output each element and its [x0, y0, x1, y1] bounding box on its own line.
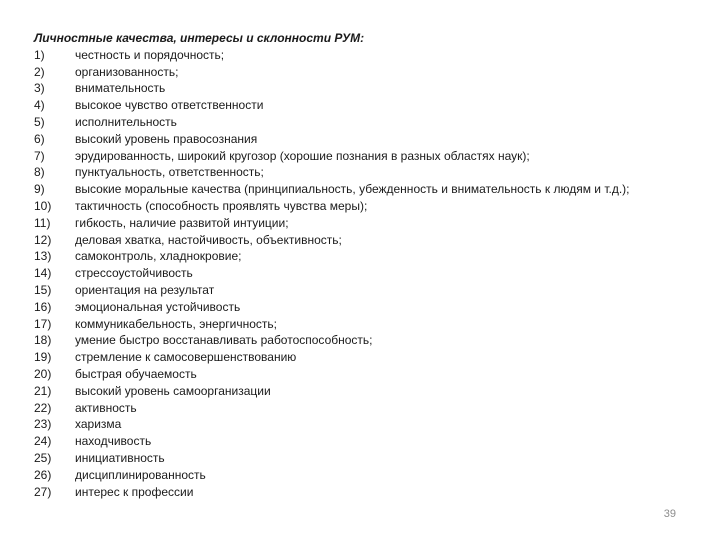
list-item-number: 5) [34, 114, 45, 129]
list-item [34, 299, 714, 316]
list-item-text: интерес к профессии [75, 484, 194, 499]
list-item [34, 248, 714, 265]
list-item [34, 282, 714, 299]
list-item-number: 25) [34, 450, 52, 465]
list-item-text: исполнительность [75, 114, 177, 129]
list-item-text: быстрая обучаемость [75, 366, 197, 381]
list-item-number: 13) [34, 249, 52, 264]
list-item-text: активность [75, 400, 137, 415]
list-item-number: 14) [34, 266, 52, 281]
list-item-text: пунктуальность, ответственность; [75, 165, 264, 180]
list-item-text: умение быстро восстанавливать работоспособность; [75, 333, 373, 348]
list-item-text: инициативность [75, 450, 165, 465]
list-item-number: 19) [34, 350, 52, 365]
list-item-text: коммуникабельность, энергичность; [75, 316, 278, 331]
list-item-text: гибкость, наличие развитой интуиции; [75, 215, 289, 230]
list-item-text: высокие моральные качества (принципиальность, убежденность и внимательность к людям и т.д.); [75, 182, 630, 197]
list-item-text: высокое чувство ответственности [75, 98, 264, 113]
list-item [34, 349, 714, 366]
list-item [34, 114, 714, 131]
list-item [34, 97, 714, 114]
list-item [34, 181, 714, 198]
list-item-text: дисциплинированность [75, 467, 206, 482]
list-item [34, 198, 714, 215]
list-item [34, 265, 714, 282]
list-item-number: 7) [34, 148, 45, 163]
list-item [34, 131, 714, 148]
list-item [34, 148, 714, 165]
list-item-number: 16) [34, 299, 52, 314]
list-item [34, 416, 714, 433]
list-item [34, 64, 714, 81]
list-item-number: 12) [34, 232, 52, 247]
list-item [34, 400, 714, 417]
list-item-number: 26) [34, 467, 52, 482]
list-item-number: 23) [34, 417, 52, 432]
list-item-number: 1) [34, 47, 45, 62]
list-item-text: харизма [75, 417, 122, 432]
list-item [34, 450, 714, 467]
list-item-number: 10) [34, 198, 52, 213]
list-item-number: 11) [34, 215, 51, 230]
list-item [34, 467, 714, 484]
list-item-number: 27) [34, 484, 52, 499]
slide-title: Личностные качества, интересы и склонности РУМ: [34, 31, 365, 45]
list-item-text: высокий уровень правосознания [75, 131, 258, 146]
list-item [34, 164, 714, 181]
list-item-number: 4) [34, 98, 45, 113]
list-item-text: самоконтроль, хладнокровие; [75, 249, 242, 264]
list-item [34, 80, 714, 97]
list-item-text: находчивость [75, 434, 152, 449]
list-item-text: деловая хватка, настойчивость, объективность; [75, 232, 342, 247]
qualities-list [34, 47, 714, 501]
list-item [34, 484, 714, 501]
list-item-text: стрессоустойчивость [75, 266, 193, 281]
list-item-text: честность и порядочность; [75, 47, 225, 62]
list-item [34, 433, 714, 450]
list-item [34, 215, 714, 232]
list-item-number: 17) [34, 316, 52, 331]
list-item-text: стремление к самосовершенствованию [75, 350, 297, 365]
list-item-text: организованность; [75, 64, 179, 79]
slide-content [34, 30, 714, 500]
list-item-text: эмоциональная устойчивость [75, 299, 241, 314]
page-number: 39 [663, 508, 676, 520]
list-item-number: 15) [34, 282, 52, 297]
list-item-number: 24) [34, 434, 52, 449]
list-item [34, 366, 714, 383]
list-item-text: ориентация на результат [75, 282, 215, 297]
list-item-number: 18) [34, 333, 52, 348]
list-item-number: 21) [34, 383, 52, 398]
list-item-number: 22) [34, 400, 52, 415]
list-item [34, 232, 714, 249]
list-item-text: эрудированность, широкий кругозор (хорошие познания в разных областях наук); [75, 148, 530, 163]
list-item-number: 8) [34, 165, 45, 180]
list-item-text: высокий уровень самоорганизации [75, 383, 271, 398]
list-item-number: 6) [34, 131, 45, 146]
list-item-text: тактичность (способность проявлять чувства меры); [75, 198, 368, 213]
list-item-text: внимательность [75, 81, 166, 96]
list-item [34, 383, 714, 400]
list-item [34, 332, 714, 349]
list-item [34, 47, 714, 64]
list-item-number: 2) [34, 64, 45, 79]
list-item [34, 316, 714, 333]
list-item-number: 20) [34, 366, 52, 381]
list-item-number: 9) [34, 182, 45, 197]
list-item-number: 3) [34, 81, 45, 96]
